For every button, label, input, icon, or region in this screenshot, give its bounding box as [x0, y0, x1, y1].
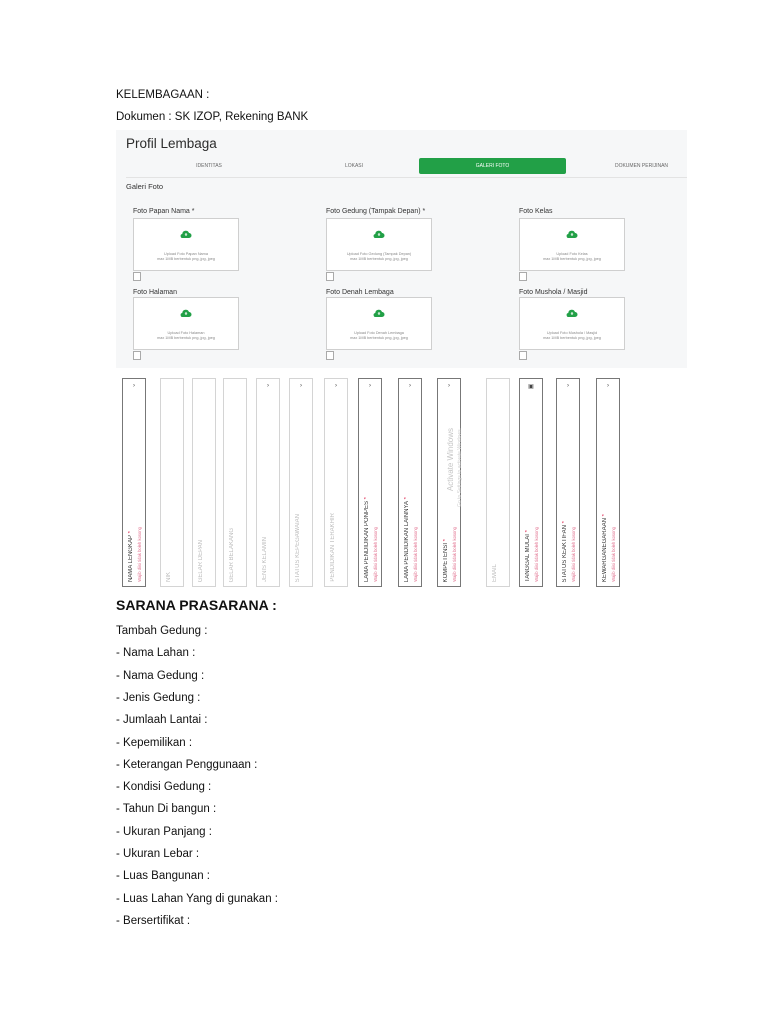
- upload-dropzone[interactable]: [326, 297, 432, 350]
- field-label: NIK: [166, 571, 172, 582]
- field-pendidikan-terakhir[interactable]: [324, 378, 348, 587]
- list-item: - Ukuran Lebar :: [116, 848, 200, 860]
- field-label: TANGGAL MULAI *: [525, 529, 531, 582]
- tambah-gedung-heading: Tambah Gedung :: [116, 625, 208, 637]
- required-asterisk: *: [443, 538, 449, 541]
- required-asterisk: *: [562, 520, 568, 523]
- file-icon: [519, 272, 527, 281]
- list-item: - Kepemilikan :: [116, 736, 193, 749]
- upload-hint: Upload Foto Denah Lembaga: [354, 331, 404, 335]
- error-message: Wajib diisi tidak boleh kosong: [413, 527, 418, 582]
- error-message: Wajib diisi tidak boleh kosong: [373, 527, 378, 582]
- form-fields-screenshot: [116, 373, 636, 591]
- upload-hint: Upload Foto Kelas: [556, 252, 588, 256]
- required-asterisk: *: [525, 529, 531, 533]
- cloud-upload-icon: [373, 308, 385, 318]
- field-gelar-belakang[interactable]: [223, 378, 247, 587]
- upload-label: Foto Papan Nama *: [133, 208, 195, 215]
- upload-hint-size: max 1MB berbentuk png, jpg, jpeg: [157, 257, 215, 261]
- required-asterisk: *: [404, 496, 410, 500]
- chevron-icon: ›: [409, 383, 411, 389]
- divider: [126, 177, 687, 178]
- field-label: LAMA PENDIDIKAN LAINNYA *: [404, 496, 410, 582]
- upload-hint: Upload Foto Halaman: [167, 331, 205, 335]
- error-message: Wajib diisi tidak boleh kosong: [452, 527, 457, 582]
- file-icon: [133, 272, 141, 281]
- upload-dropzone[interactable]: [133, 218, 239, 271]
- error-message: Wajib diisi tidak boleh kosong: [611, 527, 616, 582]
- tab-galeri-foto[interactable]: GALERI FOTO: [419, 158, 566, 174]
- upload-dropzone[interactable]: [519, 218, 625, 271]
- field-gelar-depan[interactable]: [192, 378, 216, 587]
- cloud-upload-icon: [566, 229, 578, 239]
- field-label: STATUS KEAKTIFAN *: [562, 520, 568, 582]
- activate-windows-watermark: Activate Windows: [446, 428, 455, 492]
- upload-label: Foto Denah Lembaga: [326, 289, 394, 296]
- tab-dokumen-perijinan[interactable]: DOKUMEN PERIJINAN: [614, 163, 669, 169]
- cloud-upload-icon: [180, 229, 192, 239]
- error-message: Wajib diisi tidak boleh kosong: [571, 527, 576, 582]
- list-item: - Nama Lahan :: [116, 647, 196, 660]
- field-label: EMAIL: [492, 563, 498, 582]
- chevron-icon: ›: [607, 383, 609, 389]
- file-icon: [326, 272, 334, 281]
- upload-hint-size: max 1MB berbentuk png, jpg, jpeg: [543, 336, 601, 340]
- upload-dropzone[interactable]: [519, 297, 625, 350]
- upload-dropzone[interactable]: [326, 218, 432, 271]
- field-label: JENIS KELAMIN: [262, 536, 268, 582]
- file-icon: [133, 351, 141, 360]
- error-message: Wajib diisi tidak boleh kosong: [137, 527, 142, 582]
- list-item: - Luas Lahan Yang di gunakan :: [116, 892, 278, 905]
- upload-label: Foto Gedung (Tampak Depan) *: [326, 208, 426, 215]
- chevron-icon: ›: [369, 383, 371, 389]
- upload-label: Foto Halaman: [133, 289, 177, 296]
- list-item: - Tahun Di bangun :: [116, 803, 217, 816]
- activate-windows-subtext: Go to Settings to activate Windows.: [457, 428, 463, 507]
- list-item: - Bersertifikat :: [116, 914, 191, 927]
- required-asterisk: *: [128, 530, 134, 534]
- field-label: KOMPETENSI *: [443, 538, 449, 582]
- cloud-upload-icon: [180, 308, 192, 318]
- list-item: - Kondisi Gedung :: [116, 781, 212, 794]
- tab-lokasi[interactable]: LOKASI: [344, 163, 364, 169]
- upload-hint: Upload Foto Papan Nama: [164, 252, 208, 256]
- field-lama-pendidikan-lainnya[interactable]: [398, 378, 422, 587]
- field-nama-lengkap[interactable]: [122, 378, 146, 587]
- chevron-icon: ›: [567, 383, 569, 389]
- field-label: GELAR BELAKANG: [229, 527, 235, 582]
- required-asterisk: *: [364, 496, 370, 500]
- field-tanggal-mulai[interactable]: [519, 378, 543, 587]
- field-label: LAMA PENDIDIKAN PONPES *: [364, 496, 370, 582]
- chevron-icon: ›: [133, 383, 135, 389]
- field-label: STATUS KEPEGAWAIAN: [295, 513, 301, 582]
- field-status-kepegawaian[interactable]: [289, 378, 313, 587]
- upload-dropzone[interactable]: [133, 297, 239, 350]
- field-email[interactable]: [486, 378, 510, 587]
- chevron-icon: ›: [267, 383, 269, 389]
- file-icon: [326, 351, 334, 360]
- section-title: Galeri Foto: [126, 182, 164, 191]
- field-jenis-kelamin[interactable]: [256, 378, 280, 587]
- field-status-keaktifan[interactable]: [556, 378, 580, 587]
- list-item: - Jenis Gedung :: [116, 691, 201, 704]
- cloud-upload-icon: [566, 308, 578, 318]
- chevron-icon: ›: [448, 383, 450, 389]
- chevron-icon: ›: [335, 383, 337, 389]
- field-label: GELAR DEPAN: [198, 539, 204, 582]
- upload-hint: Upload Foto Gedung (Tampak Depan): [346, 252, 412, 256]
- upload-hint-size: max 1MB berbentuk png, jpg, jpeg: [350, 257, 408, 261]
- upload-hint: Upload Foto Mushola / Masjid: [546, 331, 598, 335]
- field-nik[interactable]: [160, 378, 184, 587]
- tab-identitas[interactable]: IDENTITAS: [196, 163, 222, 169]
- upload-hint-size: max 1MB berbentuk png, jpg, jpeg: [543, 257, 601, 261]
- required-asterisk: *: [602, 513, 608, 517]
- upload-hint-size: max 1MB berbentuk png, jpg, jpeg: [157, 336, 215, 340]
- list-item: - Jumlaah Lantai :: [116, 714, 208, 727]
- cloud-upload-icon: [373, 229, 385, 239]
- field-lama-pendidikan-ponpes[interactable]: [358, 378, 382, 587]
- list-item: - Nama Gedung :: [116, 669, 205, 682]
- file-icon: [519, 351, 527, 360]
- error-message: Wajib diisi tidak boleh kosong: [534, 527, 539, 582]
- profil-title: Profil Lembaga: [126, 136, 217, 151]
- upload-hint-size: max 1MB berbentuk png, jpg, jpeg: [350, 336, 408, 340]
- list-item: - Ukuran Panjang :: [116, 825, 212, 838]
- profil-tabs: [124, 156, 687, 176]
- field-label: PENDIDIKAN TERAKHIR: [330, 513, 336, 582]
- list-item: - Luas Bangunan :: [116, 870, 210, 883]
- upload-label: Foto Mushola / Masjid: [519, 289, 588, 296]
- sarana-title: SARANA PRASARANA :: [116, 597, 277, 613]
- list-item: - Keterangan Penggunaan :: [116, 758, 258, 771]
- field-label: KEWARGANEGARAAN *: [602, 513, 608, 582]
- chevron-icon: ▣: [528, 384, 534, 390]
- chevron-icon: ›: [300, 383, 302, 389]
- field-label: NAMA LENGKAP *: [128, 530, 134, 582]
- field-kewarganegaraan[interactable]: [596, 378, 620, 587]
- dokumen-line: Dokumen : SK IZOP, Rekening BANK: [116, 111, 309, 123]
- upload-label: Foto Kelas: [519, 208, 553, 215]
- kelembagaan-heading: KELEMBAGAAN :: [116, 89, 210, 101]
